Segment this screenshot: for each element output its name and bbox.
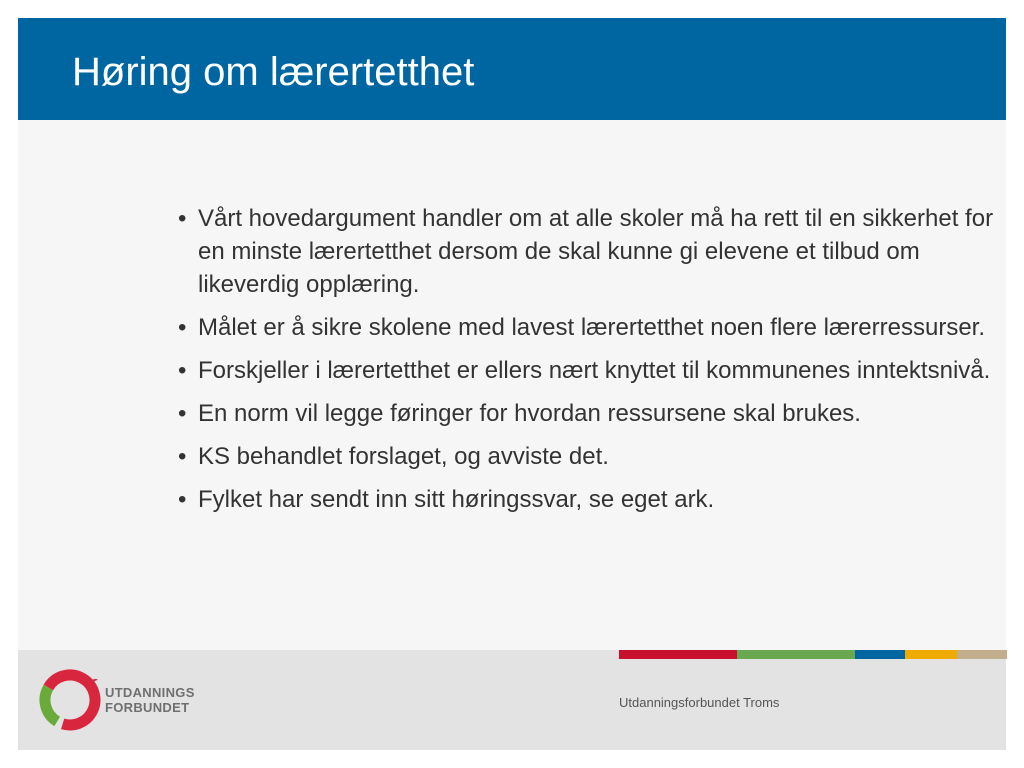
utdanningsforbundet-logo-icon (38, 668, 102, 732)
footer-organization-text: Utdanningsforbundet Troms (619, 695, 780, 710)
color-strip-red (619, 650, 737, 659)
color-strip-yellow (905, 650, 957, 659)
logo-line-2: FORBUNDET (105, 700, 190, 715)
footer (18, 650, 1006, 750)
bullet-item: • KS behandlet forslaget, og avviste det. (174, 440, 994, 473)
slide-title: Høring om lærertetthet (72, 50, 475, 94)
color-strip-green (737, 650, 855, 659)
color-strip (619, 650, 1007, 659)
slide (18, 18, 1006, 750)
color-strip-tan (957, 650, 1007, 659)
bullet-item: • En norm vil legge føringer for hvordan ressursene skal brukes. (174, 397, 994, 430)
bullet-item: • Fylket har sendt inn sitt høringssvar, se eget ark. (174, 483, 994, 516)
logo-wordmark (105, 685, 225, 715)
bullet-list (174, 202, 994, 526)
bullet-item: • Forskjeller i lærertetthet er ellers nært knyttet til kommunenes inntektsnivå. (174, 354, 994, 387)
bullet-item: • Målet er å sikre skolene med lavest lærertetthet noen flere lærerressurser. (174, 311, 994, 344)
title-bar (18, 18, 1006, 120)
color-strip-blue (855, 650, 905, 659)
bullet-item: • Vårt hovedargument handler om at alle skoler må ha rett til en sikkerhet for en minste lærertetthet dersom de skal kunne gi elevene et tilbud om likeverdig opplæring. (174, 202, 994, 301)
logo-line-1: UTDANNINGS (105, 685, 195, 700)
